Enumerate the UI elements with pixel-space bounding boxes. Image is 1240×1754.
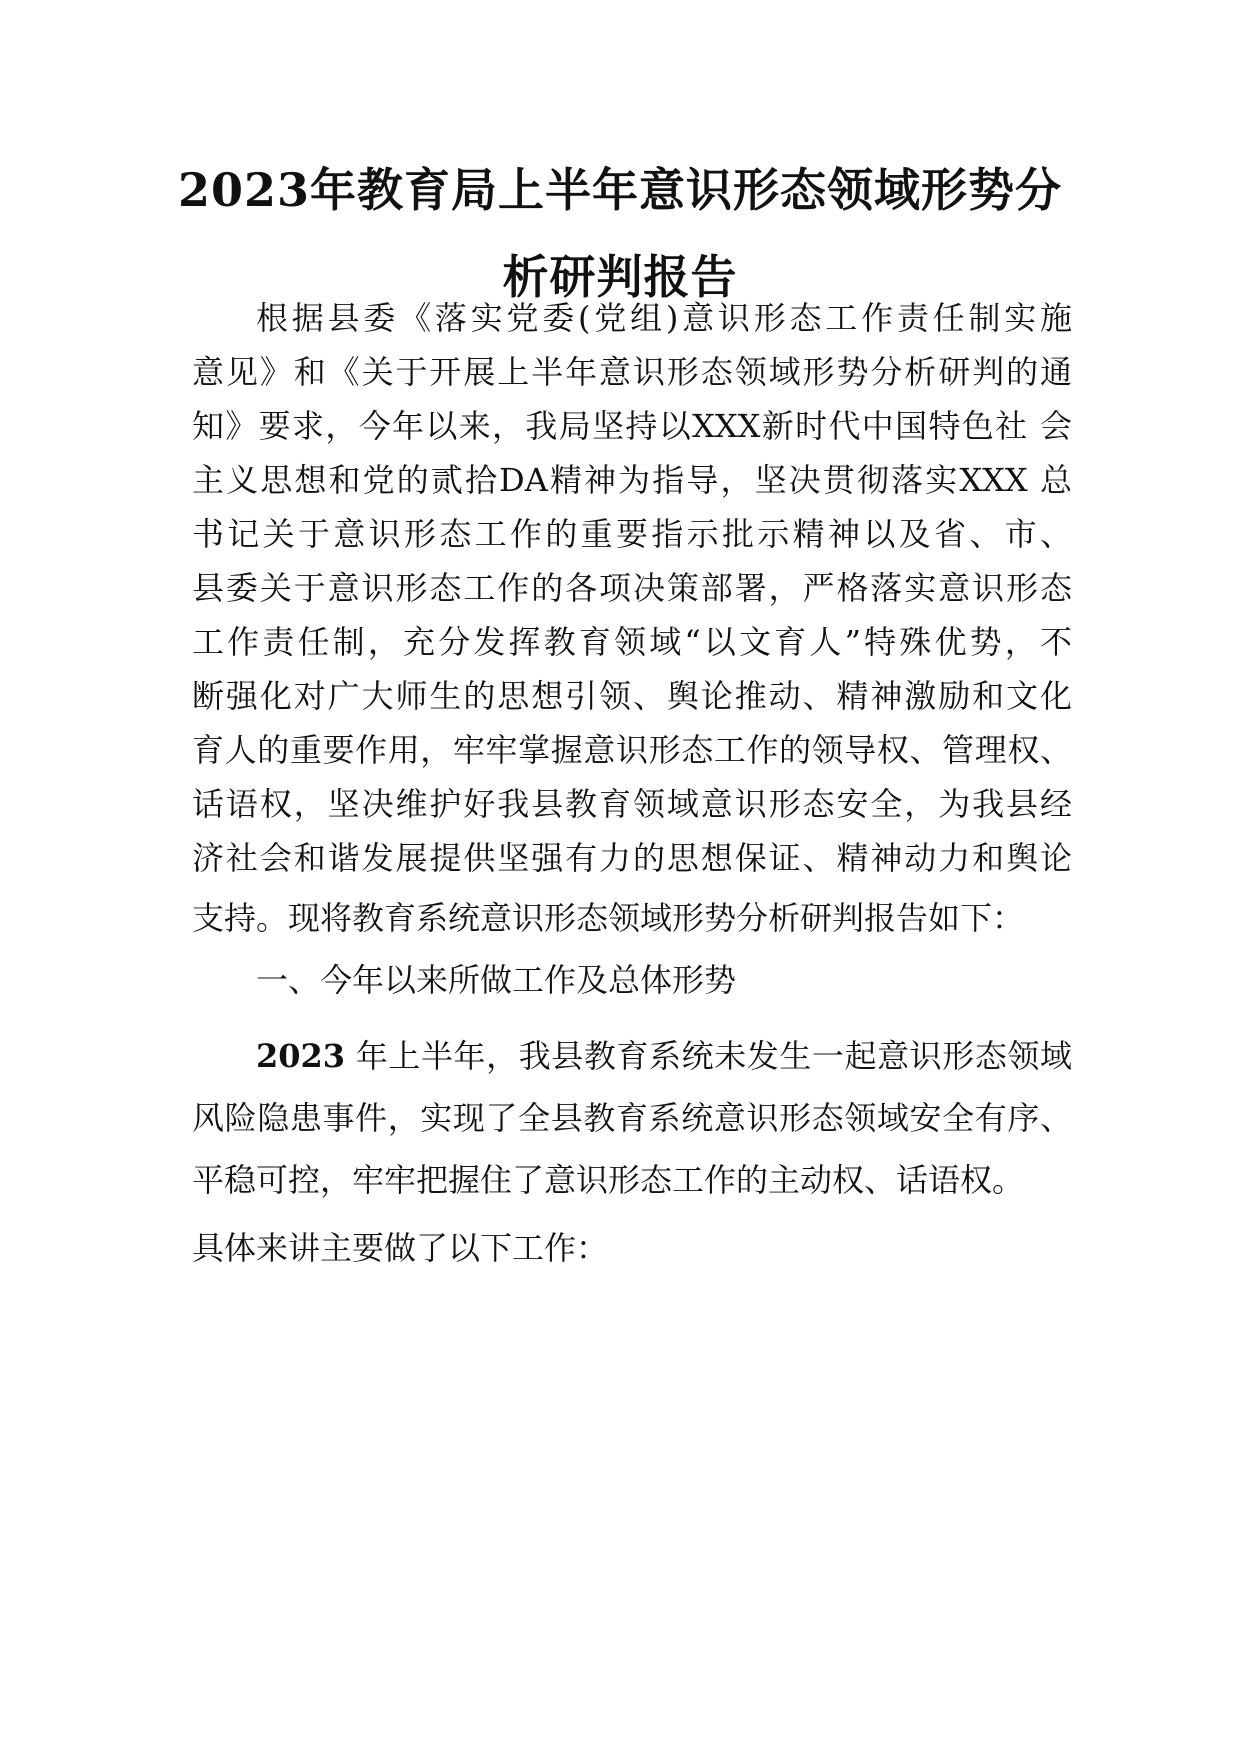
document-title-line-2: 析研判报告	[502, 250, 738, 304]
paragraph-1-line-7: 工作责任制，充分发挥教育领域“以文育人”特殊优势，不	[192, 623, 1072, 661]
paragraph-1-line-5: 书记关于意识形态工作的重要指示批示精神以及省、市、	[192, 515, 1072, 553]
document-title-line-1: 2023年教育局上半年意识形态领域形势分	[177, 163, 1063, 217]
paragraph-2-year: 2023	[256, 1037, 346, 1075]
paragraph-2-line-1-text: 年上半年，我县教育系统未发生一起意识形态领域	[345, 1037, 1072, 1075]
paragraph-2-line-1	[256, 1034, 1072, 1078]
paragraph-1-line-4: 主义思想和党的贰拾DA精神为指导，坚决贯彻落实XXX 总	[192, 461, 1072, 499]
paragraph-1-line-3: 知》要求，今年以来，我局坚持以XXX新时代中国特色社 会	[192, 407, 1072, 445]
paragraph-2-line-3: 平稳可控，牢牢把握住了意识形态工作的主动权、话语权。	[192, 1161, 1025, 1199]
paragraph-2-line-4: 具体来讲主要做了以下工作：	[192, 1229, 609, 1267]
paragraph-1-line-2: 意见》和《关于开展上半年意识形态领域形势分析研判的通	[192, 353, 1072, 391]
paragraph-1-line-9: 育人的重要作用，牢牢掌握意识形态工作的领导权、管理权、	[192, 731, 1072, 769]
paragraph-1-line-12: 支持。现将教育系统意识形态领域形势分析研判报告如下：	[192, 899, 1025, 937]
paragraph-1-line-10: 话语权，坚决维护好我县教育领域意识形态安全，为我县经	[192, 785, 1072, 823]
paragraph-1-line-11: 济社会和谐发展提供坚强有力的思想保证、精神动力和舆论	[192, 839, 1072, 877]
paragraph-1-line-8: 断强化对广大师生的思想引领、舆论推动、精神激励和文化	[192, 677, 1072, 715]
section-1-heading: 一、今年以来所做工作及总体形势	[256, 961, 737, 999]
paragraph-1-line-6: 县委关于意识形态工作的各项决策部署，严格落实意识形态	[192, 569, 1072, 607]
paragraph-1-line-1: 根据县委《落实党委(党组)意识形态工作责任制实施	[256, 299, 1072, 337]
paragraph-2-line-2: 风险隐患事件，实现了全县教育系统意识形态领域安全有序、	[192, 1099, 1072, 1137]
